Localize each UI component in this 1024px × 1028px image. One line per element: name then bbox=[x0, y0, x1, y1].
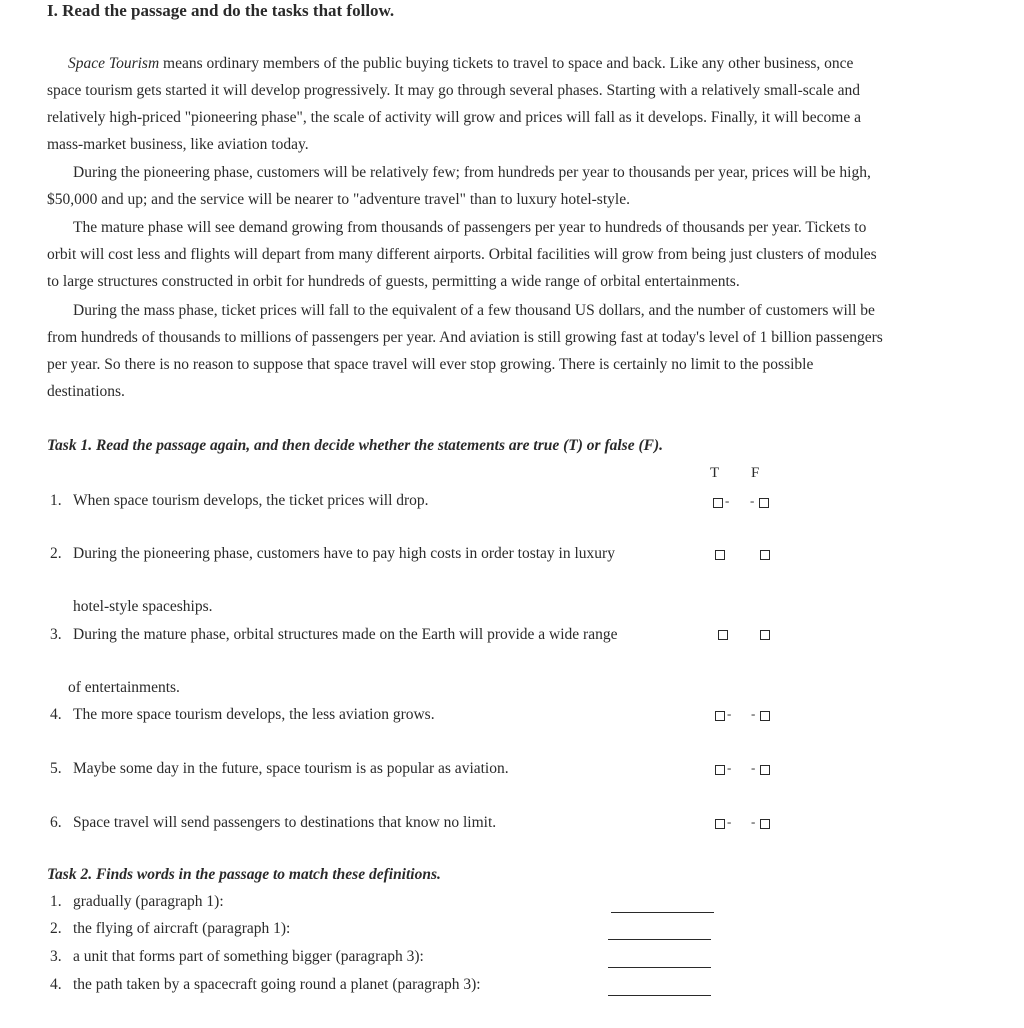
task1-item-number: 6. bbox=[50, 814, 62, 831]
answer-blank[interactable] bbox=[608, 995, 711, 996]
passage-p2-line1: During the pioneering phase, customers will be relatively few; from hundreds per year to thousands per year, prices will be high, bbox=[73, 164, 871, 181]
true-checkbox[interactable] bbox=[715, 711, 725, 721]
answer-blank[interactable] bbox=[608, 939, 711, 940]
task1-item-number: 4. bbox=[50, 706, 62, 723]
dash-separator: - bbox=[727, 760, 732, 775]
dash-separator: - bbox=[727, 814, 732, 829]
true-checkbox[interactable] bbox=[718, 630, 728, 640]
passage-p4-line1: During the mass phase, ticket prices will fall to the equivalent of a few thousand US dollars, and the number of customers will be bbox=[73, 302, 875, 319]
task1-statement: The more space tourism develops, the less aviation grows. bbox=[73, 706, 435, 723]
passage-p1-line1-text: means ordinary members of the public buying tickets to travel to space and back. Like any other business, once bbox=[159, 55, 854, 72]
task1-title: Task 1. Read the passage again, and then decide whether the statements are true (T) or false (F). bbox=[47, 437, 663, 454]
column-false-label: F bbox=[751, 465, 760, 481]
task2-item-number: 4. bbox=[50, 976, 62, 993]
passage-p1-line4: mass-market business, like aviation today. bbox=[47, 136, 309, 153]
passage-p3-line2: orbit will cost less and flights will depart from many different airports. Orbital facilities will grow from being just clusters of modules bbox=[47, 246, 877, 263]
true-checkbox[interactable] bbox=[715, 819, 725, 829]
false-checkbox[interactable] bbox=[760, 765, 770, 775]
passage-p4-line2: from hundreds of thousands to millions of passengers per year. And aviation is still growing fast at today's level of 1 billion passengers bbox=[47, 329, 883, 346]
task1-statement: During the mature phase, orbital structures made on the Earth will provide a wide range bbox=[73, 626, 618, 643]
task1-statement: Maybe some day in the future, space tourism is as popular as aviation. bbox=[73, 760, 509, 777]
task1-item-number: 2. bbox=[50, 545, 62, 562]
false-checkbox[interactable] bbox=[760, 711, 770, 721]
answer-blank[interactable] bbox=[611, 912, 714, 913]
dash-separator: - bbox=[725, 493, 730, 508]
passage-p4-line4: destinations. bbox=[47, 383, 125, 400]
passage-term: Space Tourism bbox=[68, 55, 160, 72]
section-heading: I. Read the passage and do the tasks that follow. bbox=[47, 1, 395, 20]
task1-statement: During the pioneering phase, customers have to pay high costs in order tostay in luxury bbox=[73, 545, 615, 562]
task1-item-number: 5. bbox=[50, 760, 62, 777]
passage-p1-line1 bbox=[68, 55, 853, 73]
task2-item-number: 2. bbox=[50, 920, 62, 937]
false-checkbox[interactable] bbox=[760, 630, 770, 640]
task1-statement: Space travel will send passengers to destinations that know no limit. bbox=[73, 814, 497, 831]
false-checkbox[interactable] bbox=[759, 498, 769, 508]
passage-p2-line2: $50,000 and up; and the service will be nearer to "adventure travel" than to luxury hotel-style. bbox=[47, 191, 630, 208]
false-checkbox[interactable] bbox=[760, 819, 770, 829]
task2-item-number: 3. bbox=[50, 948, 62, 965]
task1-item-number: 1. bbox=[50, 492, 62, 509]
passage-p3-line1: The mature phase will see demand growing from thousands of passengers per year to hundreds of thousands per year. Tickets to bbox=[73, 219, 867, 236]
true-checkbox[interactable] bbox=[713, 498, 723, 508]
answer-blank[interactable] bbox=[608, 967, 711, 968]
task2-definition: a unit that forms part of something bigger (paragraph 3): bbox=[73, 948, 424, 965]
task2-title: Task 2. Finds words in the passage to match these definitions. bbox=[47, 866, 441, 883]
dash-separator: - bbox=[751, 814, 756, 829]
passage-p1-line2: space tourism gets started it will develop progressively. It may go through several phases. Starting with a relatively small-scale and bbox=[47, 82, 860, 99]
dash-separator: - bbox=[751, 706, 756, 721]
task2-definition: gradually (paragraph 1): bbox=[73, 893, 224, 910]
passage-p1-line3: relatively high-priced "pioneering phase", the scale of activity will grow and prices will fall as it develops. Finally, it will become a bbox=[47, 109, 861, 126]
true-checkbox[interactable] bbox=[715, 550, 725, 560]
dash-separator: - bbox=[751, 760, 756, 775]
true-checkbox[interactable] bbox=[715, 765, 725, 775]
task2-definition: the path taken by a spacecraft going round a planet (paragraph 3): bbox=[73, 976, 481, 993]
dash-separator: - bbox=[750, 493, 755, 508]
dash-separator: - bbox=[727, 706, 732, 721]
task2-definition: the flying of aircraft (paragraph 1): bbox=[73, 920, 291, 937]
passage-p4-line3: per year. So there is no reason to suppose that space travel will ever stop growing. There is certainly no limit to the possible bbox=[47, 356, 814, 373]
false-checkbox[interactable] bbox=[760, 550, 770, 560]
task1-statement-continued: hotel-style spaceships. bbox=[73, 598, 213, 615]
column-true-label: T bbox=[710, 465, 720, 481]
task1-statement: When space tourism develops, the ticket prices will drop. bbox=[73, 492, 429, 509]
task1-item-number: 3. bbox=[50, 626, 62, 643]
passage-p3-line3: to large structures constructed in orbit for hundreds of guests, permitting a wide range of orbital entertainments. bbox=[47, 273, 740, 290]
task2-item-number: 1. bbox=[50, 893, 62, 910]
task1-statement-continued: of entertainments. bbox=[68, 679, 180, 696]
